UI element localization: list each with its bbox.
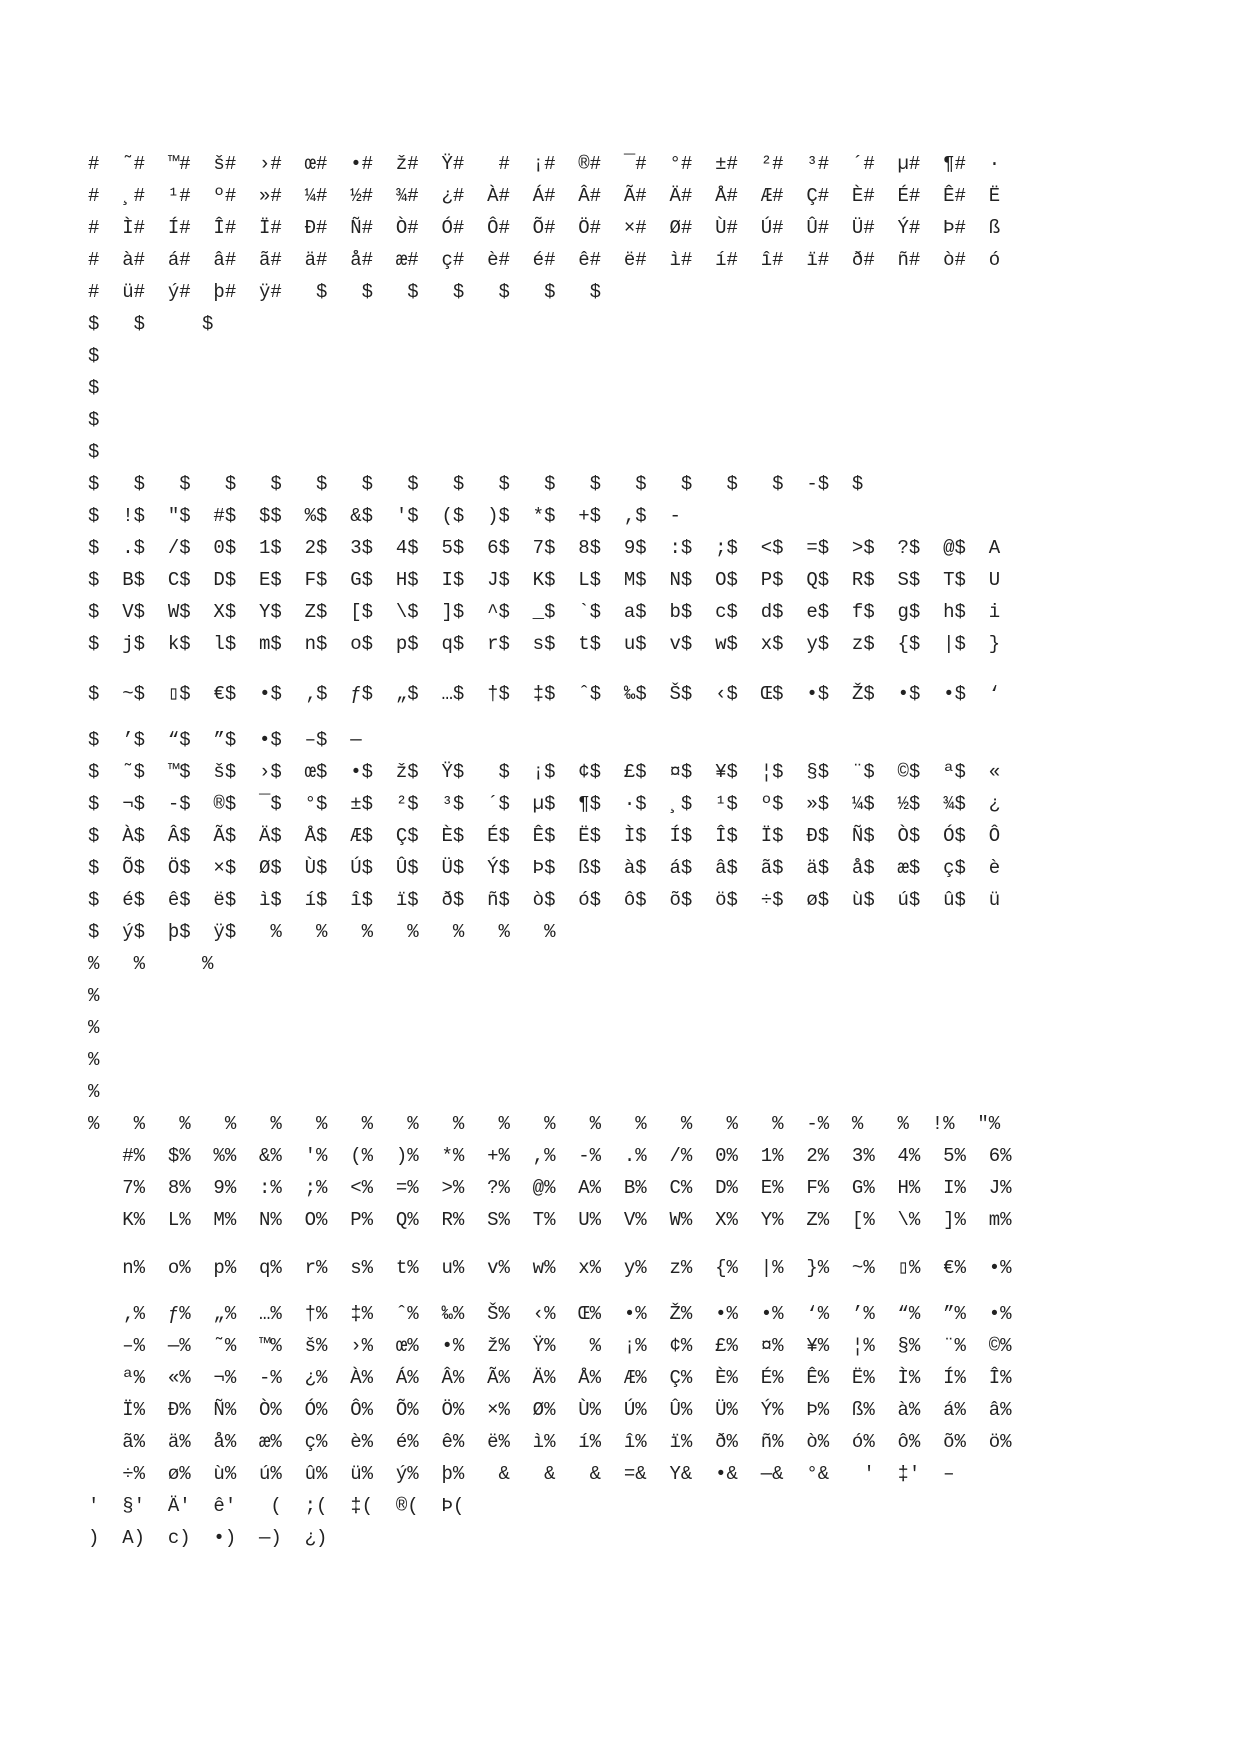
glyph-row: $ !$ "$ #$ $$ %$ &$ '$ ($ )$ *$ +$ ,$ -	[88, 505, 681, 527]
glyph-row: $ .$ /$ 0$ 1$ 2$ 3$ 4$ 5$ 6$ 7$ 8$ 9$ :$ ;$ <$ =$ >$ ?$ @$ A	[88, 537, 1001, 559]
glyph-row: ã% ä% å% æ% ç% è% é% ê% ë% ì% í% î% ï% ð% ñ% ò% ó% ô% õ% ö%	[88, 1431, 1012, 1453]
glyph-row: K% L% M% N% O% P% Q% R% S% T% U% V% W% X% Y% Z% [% \% ]% m%	[88, 1209, 1012, 1231]
glyph-row: %	[88, 1081, 100, 1103]
glyph-row: # ü# ý# þ# ÿ# $ $ $ $ $ $ $	[88, 281, 602, 303]
glyph-row: # ¸# ¹# º# »# ¼# ½# ¾# ¿# À# Á# Â# Ã# Ä# Å# Æ# Ç# È# É# Ê# Ë	[88, 185, 1001, 207]
glyph-row: $ ý$ þ$ ÿ$ % % % % % % %	[88, 921, 556, 943]
glyph-row: ÷% ø% ù% ú% û% ü% ý% þ% & & & =& Y& •& —& °& ' ‡' –	[88, 1463, 955, 1485]
glyph-row: % % % % % % % % % % % % % % % % -% % % !% "%	[88, 1113, 1001, 1135]
glyph-row: $ é$ ê$ ë$ ì$ í$ î$ ï$ ð$ ñ$ ò$ ó$ ô$ õ$ ö$ ÷$ ø$ ù$ ú$ û$ ü	[88, 889, 1001, 911]
glyph-row: Ï% Ð% Ñ% Ò% Ó% Ô% Õ% Ö% ×% Ø% Ù% Ú% Û% Ü% Ý% Þ% ß% à% á% â%	[88, 1399, 1012, 1421]
glyph-row: $	[88, 345, 100, 367]
glyph-row: $ ~$ ▯$ €$ •$ ‚$ ƒ$ „$ …$ †$ ‡$ ˆ$ ‰$ Š$ ‹$ Œ$ •$ Ž$ •$ •$ ‘	[88, 683, 1001, 705]
glyph-row: #% $% %% &% '% (% )% *% +% ,% -% .% /% 0% 1% 2% 3% 4% 5% 6%	[88, 1145, 1012, 1167]
glyph-row: $	[88, 409, 100, 431]
glyph-row: $ $ $	[88, 313, 214, 335]
glyph-row: $ ¬$ -$ ®$ ¯$ °$ ±$ ²$ ³$ ´$ µ$ ¶$ ·$ ¸$ ¹$ º$ »$ ¼$ ½$ ¾$ ¿	[88, 793, 1001, 815]
glyph-row: n% o% p% q% r% s% t% u% v% w% x% y% z% {% |% }% ~% ▯% €% •%	[88, 1257, 1012, 1279]
glyph-row: $ $ $ $ $ $ $ $ $ $ $ $ $ $ $ $ -$ $	[88, 473, 864, 495]
glyph-row: –% —% ˜% ™% š% ›% œ% •% ž% Ÿ% % ¡% ¢% £% ¤% ¥% ¦% §% ¨% ©%	[88, 1335, 1012, 1357]
glyph-row: % % %	[88, 953, 214, 975]
glyph-row: %	[88, 1017, 100, 1039]
glyph-row: $ V$ W$ X$ Y$ Z$ [$ \$ ]$ ^$ _$ `$ a$ b$ c$ d$ e$ f$ g$ h$ i	[88, 601, 1001, 623]
glyph-row: # Ì# Í# Î# Ï# Ð# Ñ# Ò# Ó# Ô# Õ# Ö# ×# Ø# Ù# Ú# Û# Ü# Ý# Þ# ß	[88, 217, 1001, 239]
glyph-row: $ À$ Â$ Ã$ Ä$ Å$ Æ$ Ç$ È$ É$ Ê$ Ë$ Ì$ Í$ Î$ Ï$ Ð$ Ñ$ Ò$ Ó$ Ô	[88, 825, 1001, 847]
glyph-row: $	[88, 377, 100, 399]
glyph-row: $ B$ C$ D$ E$ F$ G$ H$ I$ J$ K$ L$ M$ N$ O$ P$ Q$ R$ S$ T$ U	[88, 569, 1001, 591]
glyph-row: ) A) c) •) —) ¿)	[88, 1527, 328, 1549]
glyph-row: $ ’$ “$ ”$ •$ –$ —	[88, 729, 362, 751]
glyph-row: $ j$ k$ l$ m$ n$ o$ p$ q$ r$ s$ t$ u$ v$ w$ x$ y$ z$ {$ |$ }	[88, 633, 1001, 655]
glyph-row: ª% «% ¬% -% ¿% À% Á% Â% Ã% Ä% Å% Æ% Ç% È% É% Ê% Ë% Ì% Í% Î%	[88, 1367, 1012, 1389]
glyph-row: %	[88, 1049, 100, 1071]
glyph-row: 7% 8% 9% :% ;% <% =% >% ?% @% A% B% C% D% E% F% G% H% I% J%	[88, 1177, 1012, 1199]
glyph-row: $ ˜$ ™$ š$ ›$ œ$ •$ ž$ Ÿ$ $ ¡$ ¢$ £$ ¤$ ¥$ ¦$ §$ ¨$ ©$ ª$ «	[88, 761, 1001, 783]
glyph-row: $	[88, 441, 100, 463]
glyph-row: $ Õ$ Ö$ ×$ Ø$ Ù$ Ú$ Û$ Ü$ Ý$ Þ$ ß$ à$ á$ â$ ã$ ä$ å$ æ$ ç$ è	[88, 857, 1001, 879]
glyph-row: ' §' Ä' ê' ( ;( ‡( ®( Þ(	[88, 1495, 465, 1517]
glyph-row: # ˜# ™# š# ›# œ# •# ž# Ÿ# # ¡# ®# ¯# °# ±# ²# ³# ´# µ# ¶# ·	[88, 153, 1001, 175]
glyph-row: %	[88, 985, 100, 1007]
glyph-row: # à# á# â# ã# ä# å# æ# ç# è# é# ê# ë# ì# í# î# ï# ð# ñ# ò# ó	[88, 249, 1001, 271]
glyph-row: ‚% ƒ% „% …% †% ‡% ˆ% ‰% Š% ‹% Œ% •% Ž% •% •% ‘% ’% “% ”% •%	[88, 1303, 1012, 1325]
